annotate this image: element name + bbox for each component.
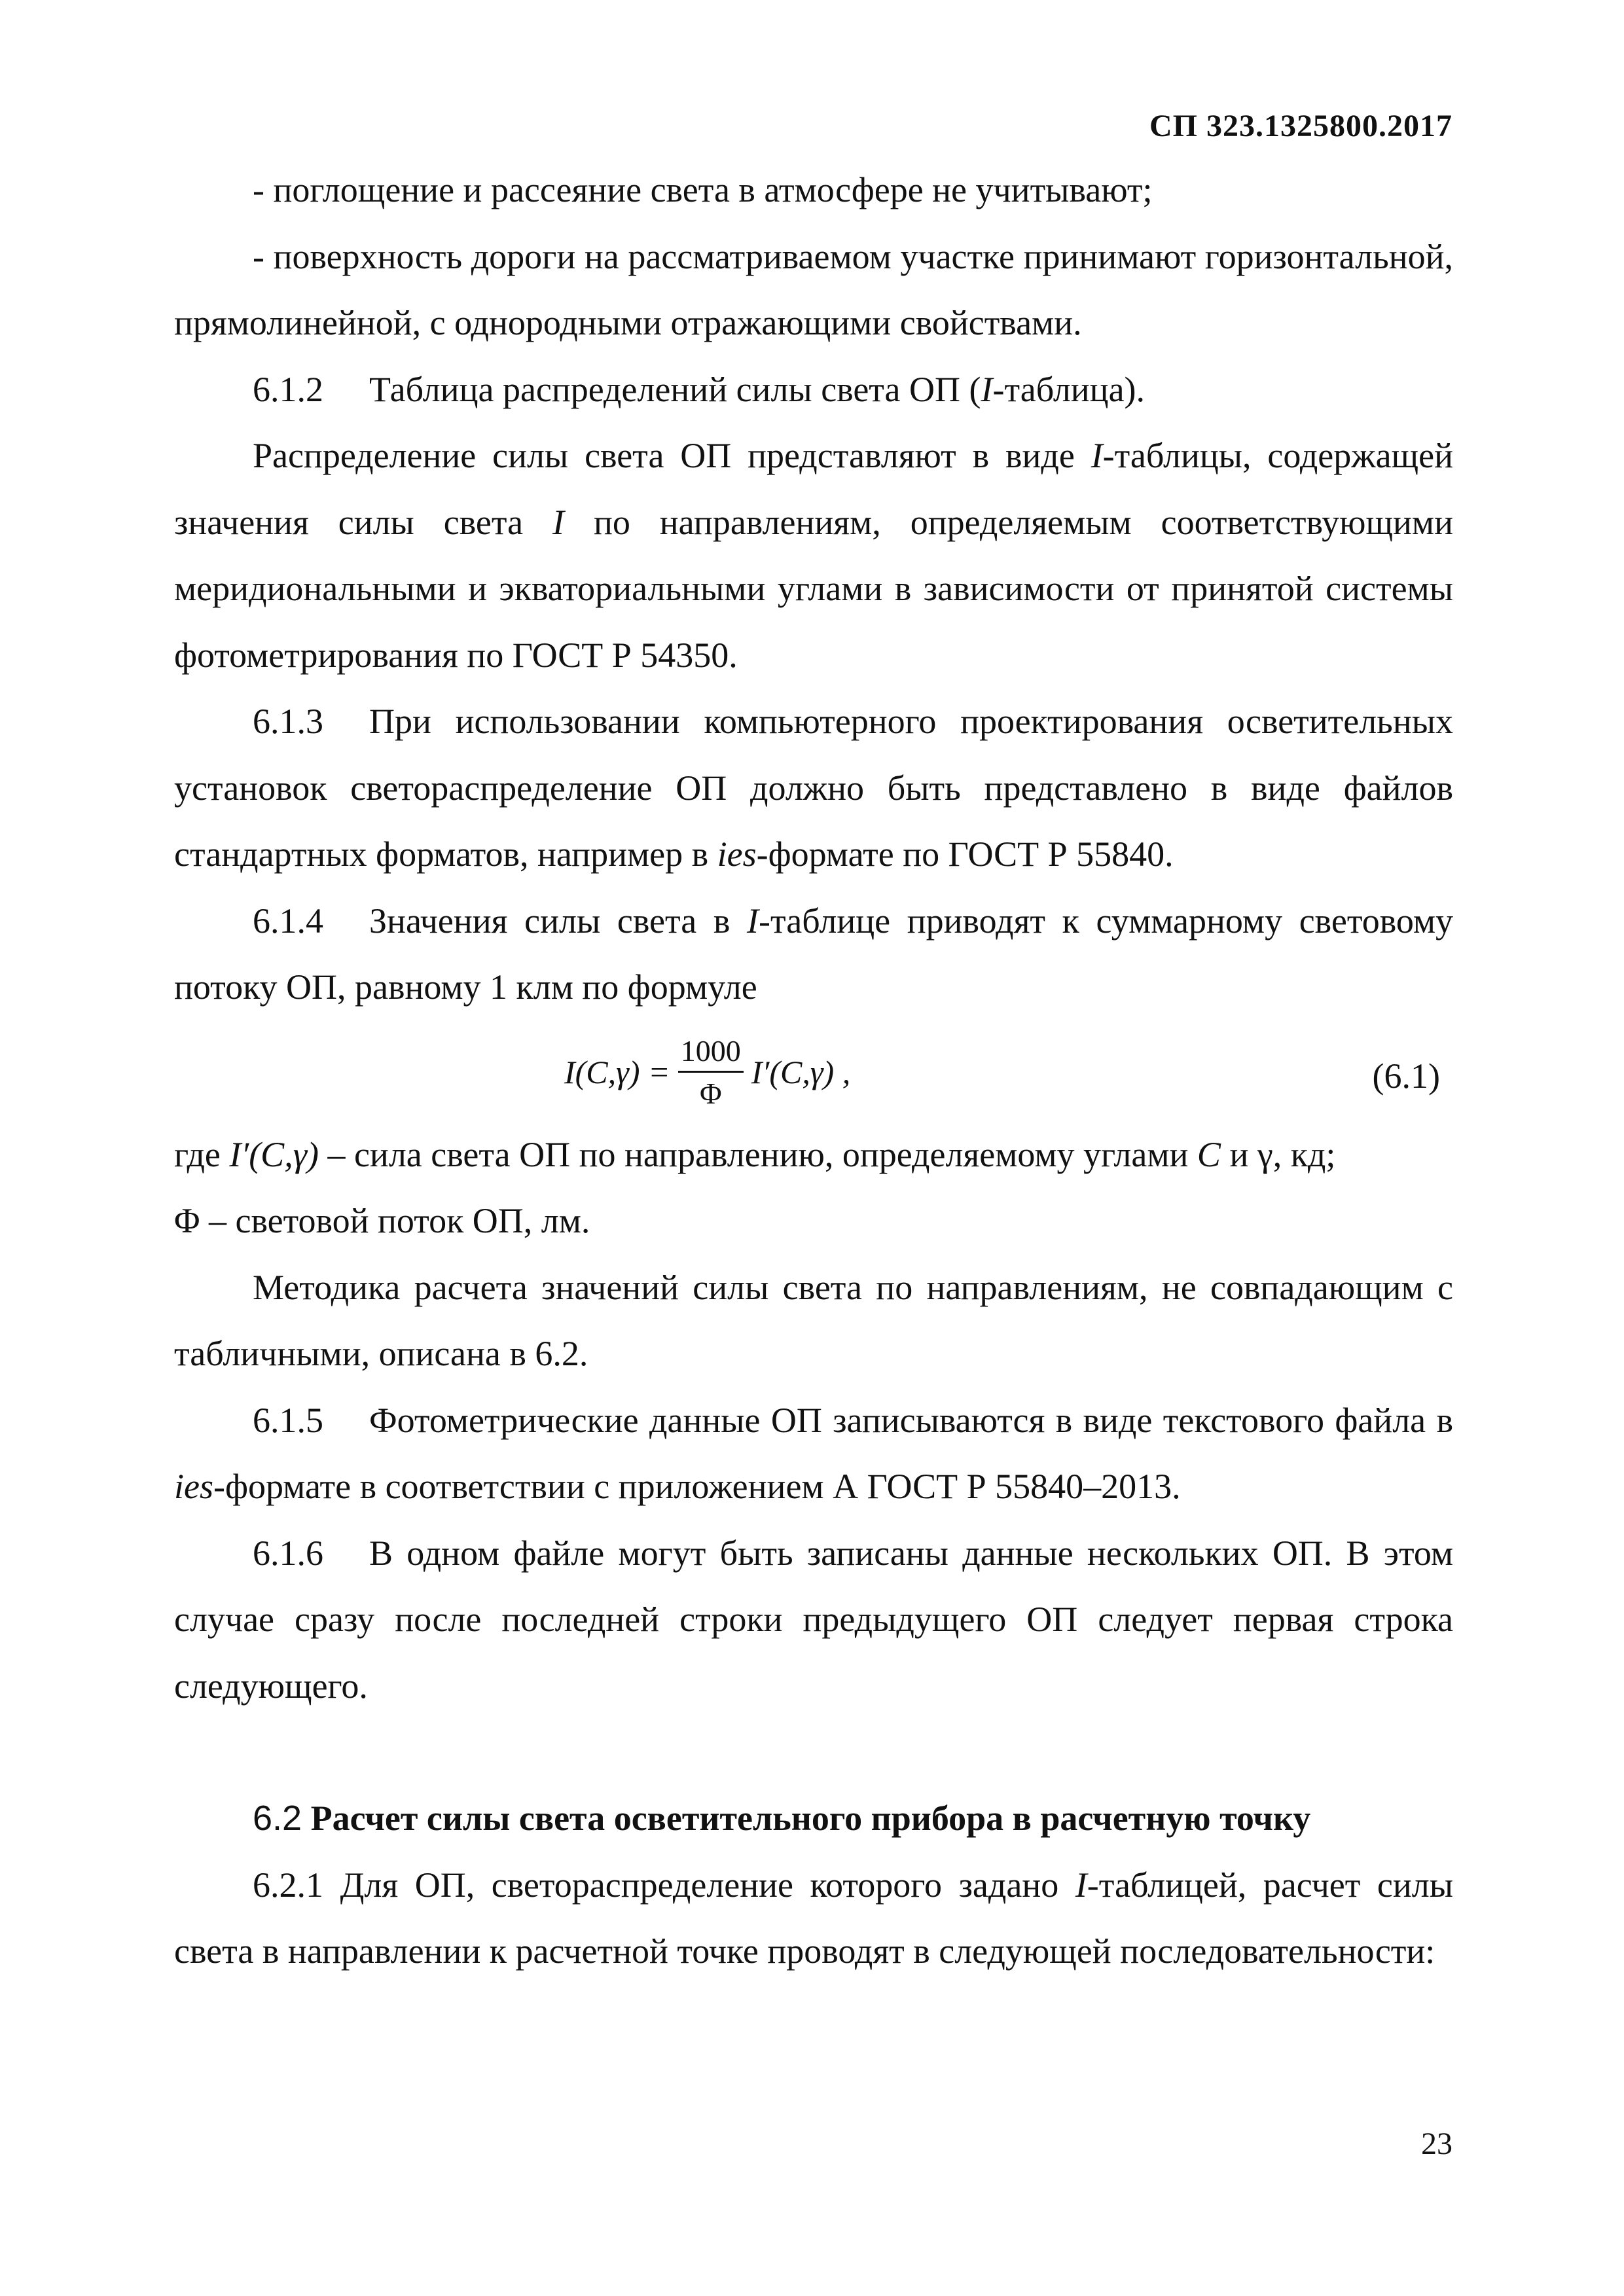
clause-text: -таблицей, расчет силы света в направлении к расчетной точке проводят в следующей последовательности: [174, 1865, 1453, 1971]
clause-6-1-3 [174, 689, 1453, 888]
section-title: Расчет силы света осветительного прибора в расчетную точку [310, 1799, 1311, 1838]
clause-6-1-5 [174, 1388, 1453, 1520]
clause-text: -таблице приводят к суммарному световому потоку ОП, равному 1 клм по формуле [174, 901, 1453, 1007]
clause-6-1-2 [174, 357, 1453, 423]
clause-6-1-6 [174, 1520, 1453, 1720]
italic-symbol: C [1197, 1134, 1221, 1174]
clause-text: Фотометрические данные ОП записываются в виде текстового файла в [369, 1400, 1453, 1440]
italic-term: ies [717, 834, 757, 874]
italic-symbol: I [552, 502, 565, 542]
clause-text: -формате по ГОСТ Р 55840. [756, 834, 1174, 874]
section-gap [174, 1719, 1453, 1785]
clause-text: При использовании компьютерного проектирования осветительных установок светораспределение ОП должно быть представлено в виде файлов стандартных форматов, например в [174, 702, 1453, 874]
clause-text: Значения силы света в [369, 901, 748, 941]
document-body [174, 157, 1453, 1985]
formula-rhs: I′(C,γ) , [751, 1053, 851, 1090]
clause-number: 6.1.5 [253, 1400, 323, 1440]
italic-symbol: I [1075, 1865, 1087, 1905]
paragraph-where [174, 1122, 1453, 1189]
paragraph-phi: Φ – световой поток ОП, лм. [174, 1201, 590, 1240]
clause-text: -таблица). [992, 369, 1146, 409]
clause-6-2-1 [174, 1852, 1453, 1985]
paragraph-text: -таблицы, содержащей значения силы света [174, 436, 1453, 542]
clause-text: Таблица распределений силы света ОП ( [369, 369, 981, 409]
clause-text: В одном файле могут быть записаны данные нескольких ОП. В этом случае сразу после последней строки предыдущего ОП следует первая строка следующего. [174, 1533, 1453, 1706]
paragraph-road-surface: - поверхность дороги на рассматриваемом участке принимают горизонтальной, прямолинейной, с однородными отражающими свойствами. [174, 236, 1453, 342]
clause-6-1-4 [174, 888, 1453, 1021]
clause-number: 6.1.2 [253, 369, 323, 409]
clause-number: 6.1.3 [253, 702, 323, 741]
formula-lhs: I(C,γ) = [564, 1053, 670, 1090]
fraction-numerator: 1000 [678, 1033, 744, 1073]
italic-symbol: I [981, 369, 993, 409]
clause-number: 6.1.6 [253, 1533, 323, 1573]
section-number: 6.2 [253, 1799, 302, 1838]
paragraph-text: и γ, кд; [1220, 1134, 1336, 1174]
clause-number: 6.2.1 [253, 1865, 323, 1905]
paragraph-atmosphere: - поглощение и рассеяние света в атмосфере не учитывают; [253, 170, 1153, 209]
paragraph-text: по направлениям, определяемым соответствующими меридиональными и экваториальными углами в зависимости от принятой системы фотометрирования по ГОСТ Р 54350. [174, 502, 1454, 675]
italic-term: ies [174, 1467, 213, 1506]
clause-number: 6.1.4 [253, 901, 323, 941]
paragraph-method: Методика расчета значений силы света по направлениям, не совпадающим с табличными, описана в 6.2. [174, 1267, 1453, 1373]
section-heading-6-2 [174, 1785, 1453, 1852]
paragraph-text: – сила света ОП по направлению, определяемому углами [318, 1134, 1197, 1174]
page-number: 23 [1421, 2126, 1453, 2161]
paragraph-distribution [174, 423, 1453, 689]
formula-fraction [678, 1033, 744, 1112]
paragraph-text: где [174, 1134, 230, 1174]
fraction-denominator: Φ [699, 1077, 722, 1110]
formula-6-1 [174, 1024, 1453, 1122]
formula-expression [564, 1024, 850, 1122]
document-header: СП 323.1325800.2017 [1149, 109, 1453, 143]
paragraph-text: Распределение силы света ОП представляют в виде [253, 436, 1091, 475]
clause-text: -формате в соответствии с приложением А ГОСТ Р 55840–2013. [213, 1467, 1181, 1506]
italic-symbol: I′(C,γ) [229, 1134, 319, 1174]
formula-number: (6.1) [1372, 1056, 1440, 1096]
italic-symbol: I [747, 901, 759, 941]
italic-symbol: I [1091, 436, 1103, 475]
clause-text: Для ОП, светораспределение которого задано [340, 1865, 1075, 1905]
